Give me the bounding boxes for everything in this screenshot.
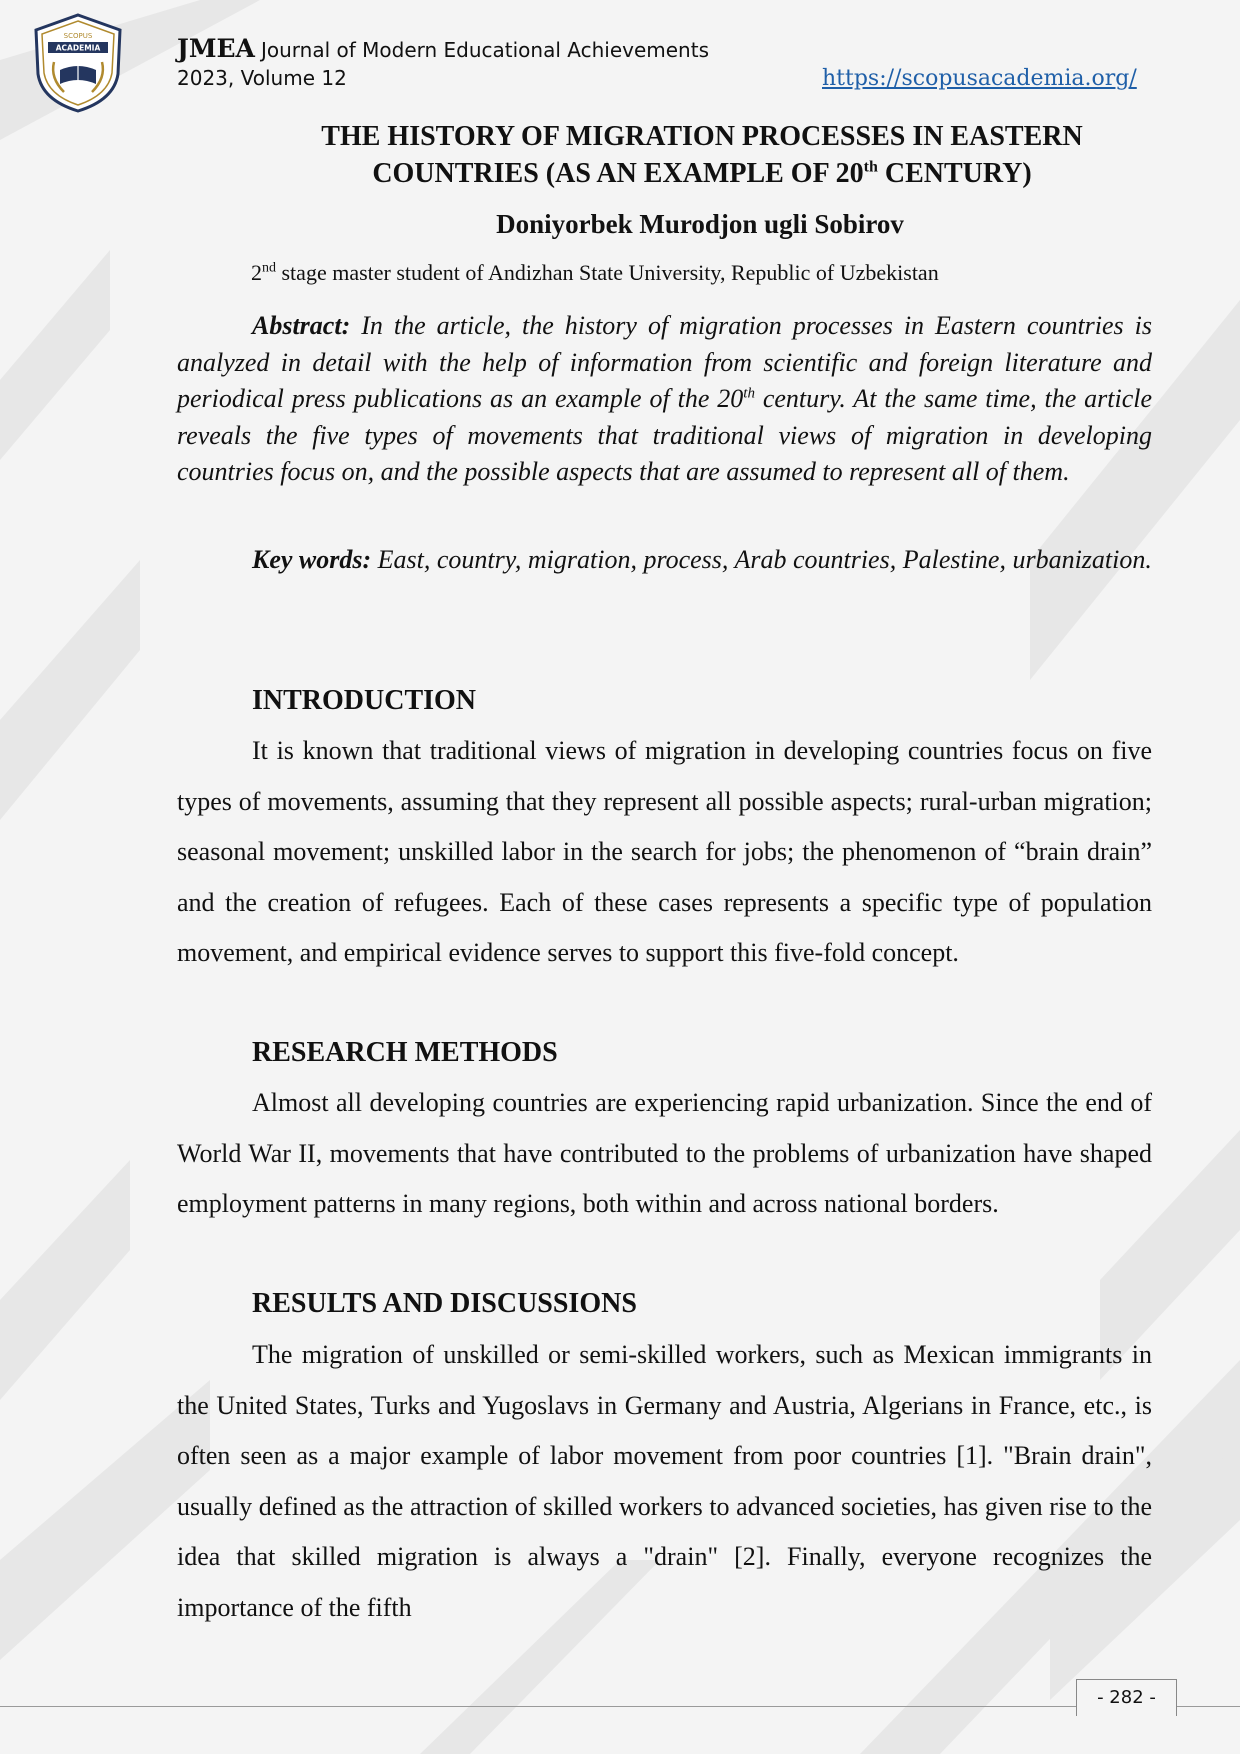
author-affiliation: 2nd stage master student of Andizhan State University, Republic of Uzbekistan bbox=[251, 260, 939, 285]
section-heading-introduction: INTRODUCTION bbox=[252, 685, 477, 716]
section-heading-research-methods: RESEARCH METHODS bbox=[252, 1037, 558, 1068]
abstract: Abstract: In the article, the history of migration processes in Eastern countries is analyzed in detail with the help of information from scientific and foreign literature and periodical press publications as an example of the 20th century. At the same time, the article reveals the five types of movements that traditional views of migration in developing countries focus on, and the possible aspects that are assumed to represent all of them. bbox=[177, 311, 1153, 486]
abstract-label: Abstract: bbox=[252, 311, 351, 340]
keywords: Key words: East, country, migration, process, Arab countries, Palestine, urbanization. bbox=[252, 545, 1152, 574]
section-heading-results: RESULTS AND DISCUSSIONS bbox=[252, 1288, 637, 1319]
author-name: Doniyorbek Murodjon ugli Sobirov bbox=[496, 209, 904, 239]
scopus-academia-logo bbox=[28, 12, 128, 114]
article-title-line-1: THE HISTORY OF MIGRATION PROCESSES IN EASTERN bbox=[321, 121, 1083, 152]
journal-abbreviation: JMEA bbox=[177, 34, 255, 63]
svg-text:SCOPUS: SCOPUS bbox=[63, 32, 93, 40]
footer-divider bbox=[0, 1706, 1240, 1707]
journal-title bbox=[177, 34, 709, 63]
page-number: - 282 - bbox=[1076, 1679, 1177, 1716]
keywords-label: Key words: bbox=[252, 545, 372, 574]
svg-text:ACADEMIA: ACADEMIA bbox=[55, 43, 101, 53]
journal-volume: 2023, Volume 12 bbox=[177, 66, 347, 90]
section-text-results: The migration of unskilled or semi-skilled workers, such as Mexican immigrants in the United States, Turks and Yugoslavs in Germany and Austria, Algerians in France, etc., is often seen as a major example of labor movement from poor countries [1]. "Brain drain", usually defined as the attraction of skilled workers to advanced societies, has given rise to the idea that skilled migration is always a "drain" [2]. Finally, everyone recognizes the importance of the fifth bbox=[177, 1340, 1152, 1622]
journal-name: Journal of Modern Educational Achievements bbox=[260, 38, 709, 62]
journal-url-link[interactable]: https://scopusacademia.org/ bbox=[822, 66, 1137, 91]
article-title-line-2: COUNTRIES (AS AN EXAMPLE OF 20th CENTURY) bbox=[372, 158, 1032, 189]
section-text-research-methods: Almost all developing countries are experiencing rapid urbanization. Since the end of World War II, movements that have contributed to the problems of urbanization have shaped employment patterns in many regions, both within and across national borders. bbox=[177, 1088, 1152, 1218]
section-text-introduction: It is known that traditional views of migration in developing countries focus on five types of movements, assuming that they represent all possible aspects; rural-urban migration; seasonal movement; unskilled labor in the search for jobs; the phenomenon of “brain drain” and the creation of refugees. Each of these cases represents a specific type of population movement, and empirical evidence serves to support this five-fold concept. bbox=[177, 736, 1152, 967]
